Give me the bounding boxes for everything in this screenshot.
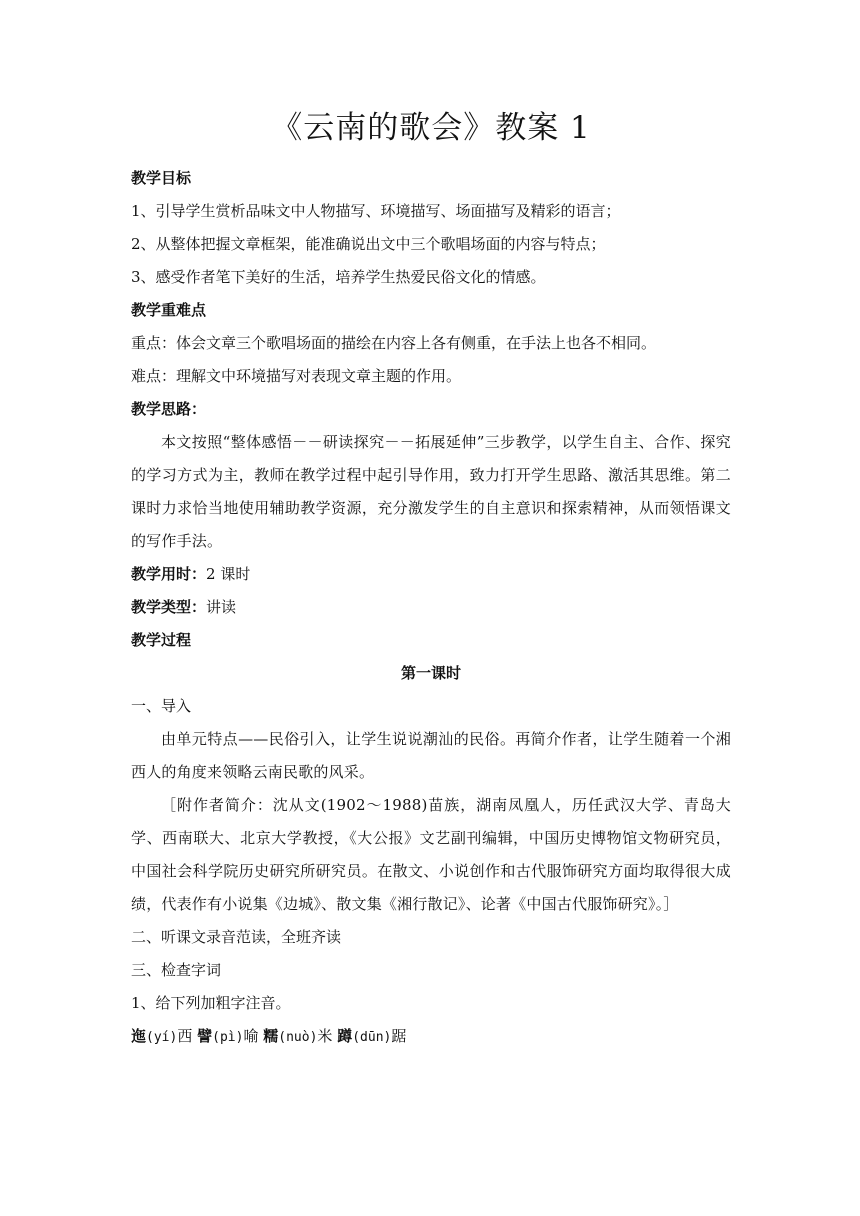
pinyin: (pì) [212, 1030, 244, 1045]
duration-value: 2 课时 [206, 565, 251, 583]
pinyin: (yí) [146, 1030, 178, 1045]
type-value: 讲读 [206, 598, 237, 616]
bold-char: 譬 [197, 1027, 213, 1045]
author-intro-paragraph: ［附作者简介：沈从文(1902～1988)苗族，湖南凤凰人，历任武汉大学、青岛大学、西南联大、北京大学教授，《大公报》文艺副刊编辑，中国历史博物馆文物研究员，中国社会科学院历史研究所研究员。在散文、小说创作和古代服饰研究方面均取得很大成绩，代表作有小说集《边城》、散文集《湘行散记》、论著《中国古代服饰研究》。］ [131, 796, 731, 913]
pinyin-word [263, 1027, 332, 1045]
step1-title: 一、导入 [131, 697, 192, 715]
document-body [131, 108, 731, 1054]
document-title: 《云南的歌会》教案 1 [271, 110, 591, 146]
type-line [131, 591, 731, 624]
process-heading: 教学过程 [131, 631, 192, 649]
pinyin: (nuò) [278, 1030, 318, 1045]
key-point-focus: 重点：体会文章三个歌唱场面的描绘在内容上各有侧重，在手法上也各不相同。 [131, 334, 657, 352]
pinyin-word [131, 1027, 192, 1045]
key-points-heading: 教学重难点 [131, 301, 207, 319]
bold-char: 蹲 [337, 1027, 353, 1045]
key-point-difficulty: 难点：理解文中环境描写对表现文章主题的作用。 [131, 367, 462, 385]
objective-item-2: 2、从整体把握文章框架，能准确说出文中三个歌唱场面的内容与特点； [131, 235, 606, 253]
type-label: 教学类型： [131, 598, 207, 616]
approach-paragraph: 本文按照“整体感悟－－研读探究－－拓展延伸”三步教学，以学生自主、合作、探究的学习方式为主，教师在教学过程中起引导作用，致力打开学生思路、激活其思维。第二课时力求恰当地使用辅助教学资源，充分激发学生的自主意识和探索精神，从而领悟课文的写作手法。 [131, 433, 731, 550]
step3-task: 1、给下列加粗字注音。 [131, 994, 291, 1012]
objective-item-1: 1、引导学生赏析品味文中人物描写、环境描写、场面描写及精彩的语言； [131, 202, 621, 220]
word-rest: 喻 [243, 1027, 259, 1045]
approach-heading: 教学思路： [131, 400, 207, 418]
pinyin-word [197, 1027, 258, 1045]
bold-char: 糯 [263, 1027, 279, 1045]
objectives-heading: 教学目标 [131, 169, 192, 187]
step2-title: 二、听课文录音范读，全班齐读 [131, 928, 342, 946]
word-rest: 西 [177, 1027, 193, 1045]
step3-title: 三、检查字词 [131, 961, 222, 979]
objective-item-3: 3、感受作者笔下美好的生活，培养学生热爱民俗文化的情感。 [131, 268, 546, 286]
pinyin: (dūn) [352, 1030, 392, 1045]
step1-paragraph-1: 由单元特点——民俗引入，让学生说说潮汕的民俗。再简介作者，让学生随着一个湘西人的角度来领略云南民歌的风采。 [131, 730, 731, 781]
word-rest: 米 [317, 1027, 333, 1045]
word-rest: 踞 [391, 1027, 407, 1045]
pinyin-word-list [131, 1020, 731, 1054]
duration-label: 教学用时： [131, 565, 207, 583]
pinyin-word [337, 1027, 406, 1045]
duration-line [131, 558, 731, 591]
session-title: 第一课时 [400, 664, 461, 682]
bold-char: 迤 [131, 1027, 147, 1045]
